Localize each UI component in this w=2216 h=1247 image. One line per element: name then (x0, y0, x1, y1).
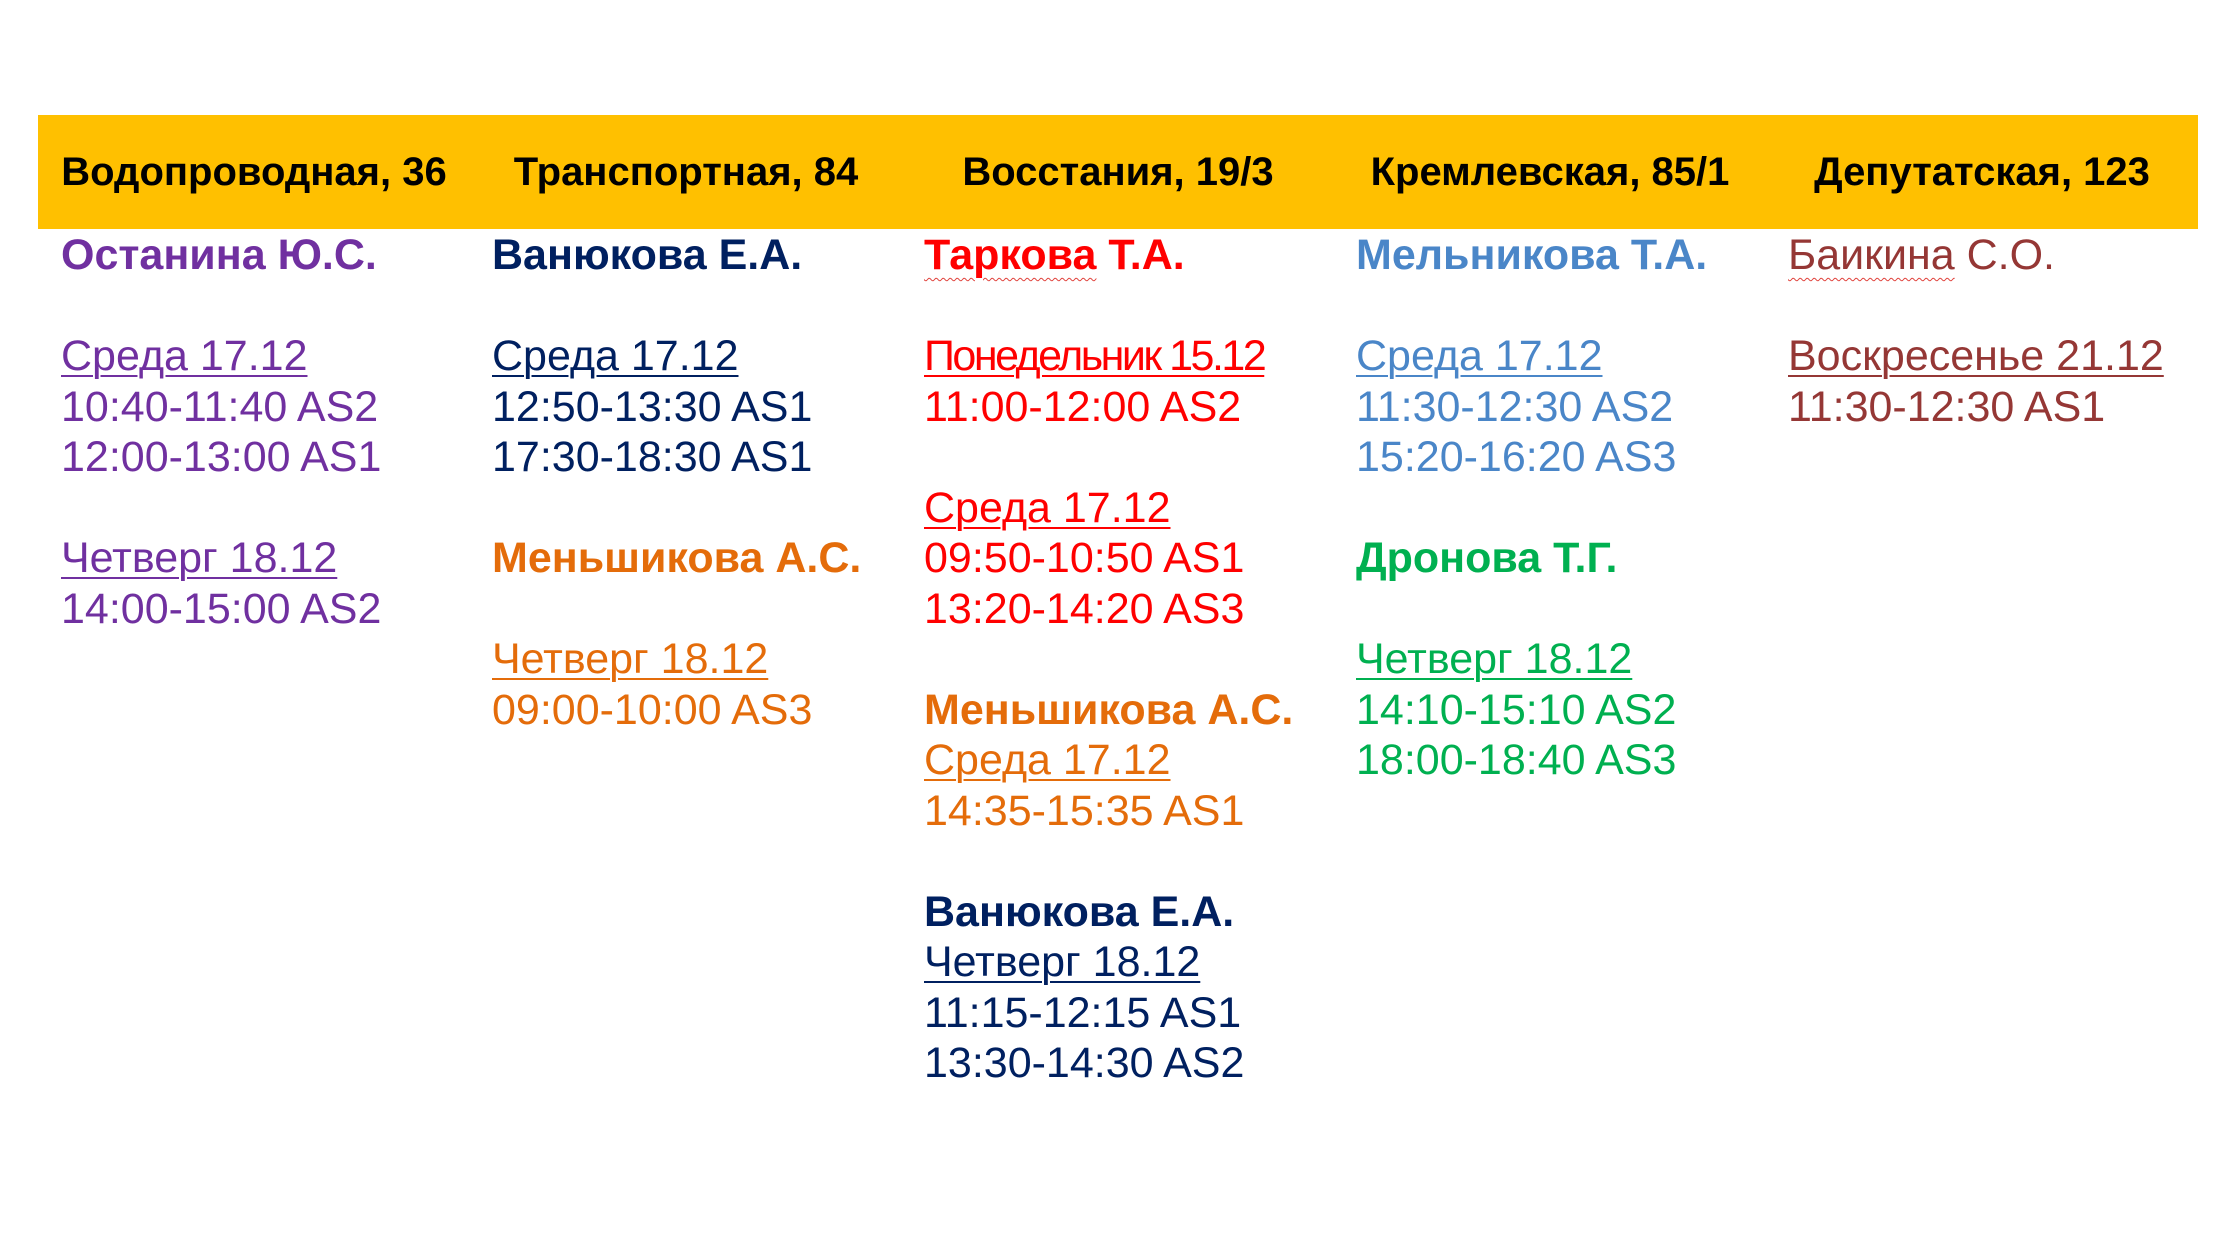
time-slot: 11:15-12:15 AS1 (924, 988, 1242, 1037)
day-label: Среда 17.12 (924, 736, 1171, 784)
time-slot: 11:30-12:30 AS1 (1788, 382, 2106, 431)
day-label: Среда 17.12 (924, 483, 1171, 532)
time-slot: 09:50-10:50 AS1 (924, 534, 1245, 582)
time-slot: 11:30-12:30 AS2 (1356, 382, 1674, 431)
time-slot: 11:00-12:00 AS2 (924, 382, 1242, 431)
teacher-name: Меньшикова А.С. (924, 685, 1294, 734)
teacher-name: Дронова Т.Г. (1356, 534, 1618, 582)
day-label: Среда 17.12 (1356, 332, 1603, 380)
time-slot: 15:20-16:20 AS3 (1356, 433, 1677, 481)
time-slot: 09:00-10:00 AS3 (492, 685, 813, 734)
day-label: Среда 17.12 (61, 332, 308, 380)
teacher-name: Останина Ю.С. (61, 231, 377, 279)
header-kremlevskaya: Кремлевская, 85/1 (1370, 150, 1730, 194)
time-slot: 14:00-15:00 AS2 (61, 584, 382, 633)
column-transportnaya (492, 230, 861, 735)
column-kremlevskaya (1356, 230, 1707, 786)
time-slot: 13:30-14:30 AS2 (924, 1039, 1245, 1087)
day-label: Воскресенье 21.12 (1788, 332, 2164, 380)
time-slot: 12:00-13:00 AS1 (61, 433, 382, 481)
time-slot: 17:30-18:30 AS1 (492, 433, 813, 481)
teacher-name: Мельникова Т.А. (1356, 231, 1708, 279)
teacher-name: Баикина С.О. (1788, 231, 2055, 279)
day-label: Понедельник 15.12 (924, 332, 1265, 380)
teacher-name: Ванюкова Е.А. (924, 887, 1235, 936)
header-transportnaya: Транспортная, 84 (513, 150, 859, 194)
time-slot: 18:00-18:40 AS3 (1356, 736, 1677, 784)
time-slot: 10:40-11:40 AS2 (61, 382, 379, 431)
time-slot: 14:35-15:35 AS1 (924, 786, 1245, 835)
day-label: Среда 17.12 (492, 332, 739, 380)
time-slot: 14:10-15:10 AS2 (1356, 685, 1677, 734)
column-vodoprovodnaya (61, 230, 381, 634)
header-vodoprovodnaya: Водопроводная, 36 (61, 150, 447, 194)
time-slot: 12:50-13:30 AS1 (492, 382, 813, 431)
day-label: Четверг 18.12 (492, 635, 769, 683)
header-vosstaniya: Восстания, 19/3 (962, 150, 1274, 194)
column-deputatskaya (1788, 230, 2164, 432)
day-label: Четверг 18.12 (924, 938, 1201, 986)
header-deputatskaya: Депутатская, 123 (1814, 150, 2150, 194)
teacher-name: Ванюкова Е.А. (492, 231, 803, 279)
column-vosstaniya (924, 230, 1293, 1089)
teacher-name: Меньшикова А.С. (492, 534, 862, 582)
teacher-name: Таркова Т.А. (924, 231, 1185, 279)
day-label: Четверг 18.12 (61, 534, 338, 582)
time-slot: 13:20-14:20 AS3 (924, 584, 1245, 633)
day-label: Четверг 18.12 (1356, 635, 1633, 683)
